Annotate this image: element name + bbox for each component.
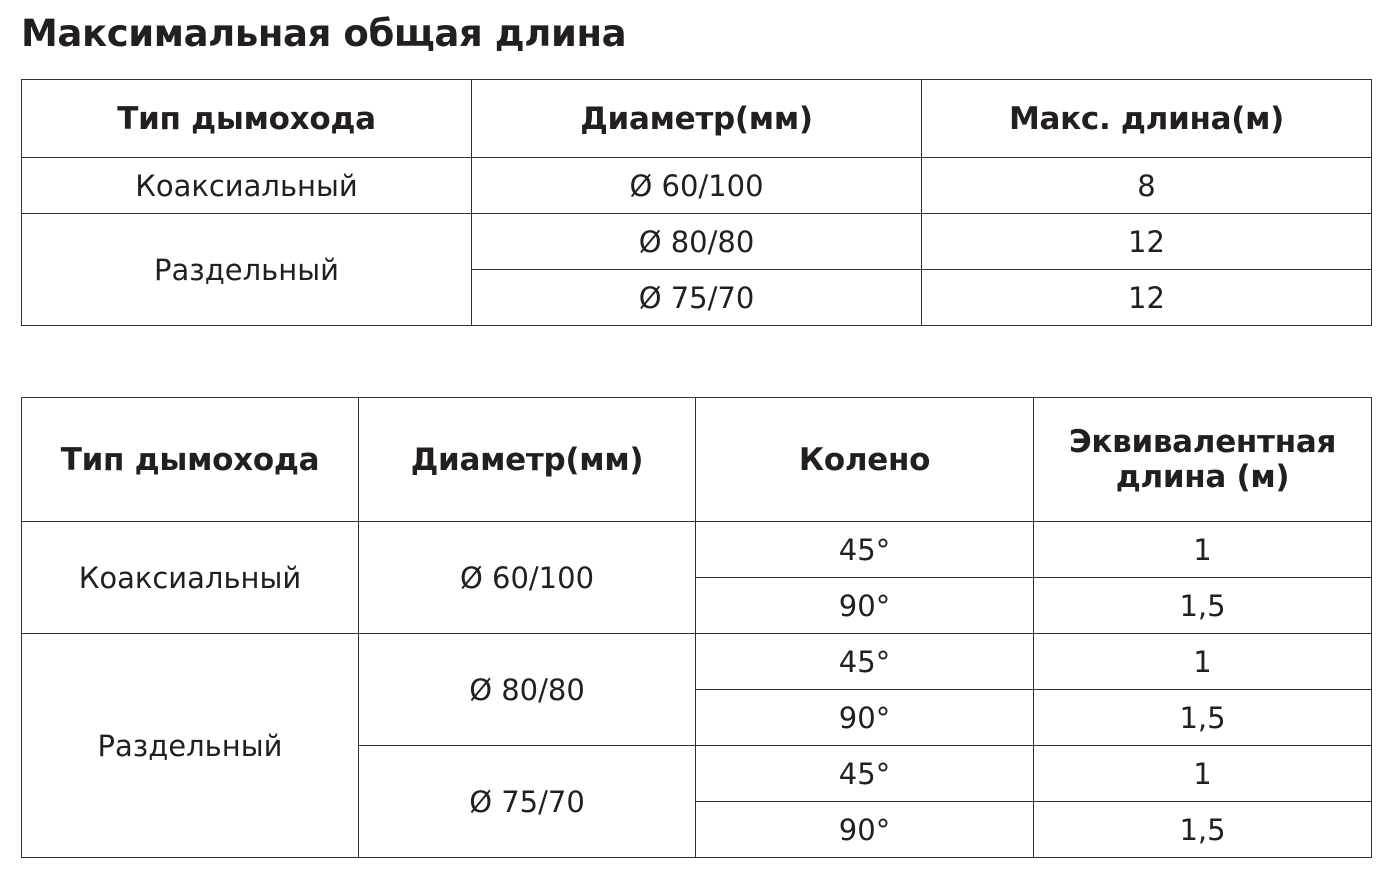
cell-elbow-angle: 90° (696, 802, 1034, 858)
column-header-diameter: Диаметр(мм) (472, 80, 922, 158)
cell-flue-type: Раздельный (22, 214, 472, 326)
cell-elbow-angle: 45° (696, 522, 1034, 578)
cell-max-length: 12 (922, 214, 1372, 270)
cell-max-length: 8 (922, 158, 1372, 214)
column-header-diameter: Диаметр(мм) (359, 398, 696, 522)
page-title: Максимальная общая длина (21, 12, 627, 55)
table-row (22, 634, 1372, 690)
cell-flue-type: Коаксиальный (22, 522, 359, 634)
table-row (22, 214, 1372, 270)
cell-elbow-angle: 90° (696, 578, 1034, 634)
cell-elbow-angle: 90° (696, 690, 1034, 746)
cell-diameter: Ø 60/100 (359, 522, 696, 634)
cell-equivalent-length: 1,5 (1034, 802, 1372, 858)
max-length-table (21, 79, 1372, 326)
cell-equivalent-length: 1,5 (1034, 690, 1372, 746)
column-header-max-length: Макс. длина(м) (922, 80, 1372, 158)
equivalent-length-table (21, 397, 1372, 858)
table-header-row (22, 398, 1372, 522)
cell-diameter: Ø 80/80 (359, 634, 696, 746)
column-header-elbow: Колено (696, 398, 1034, 522)
cell-flue-type: Коаксиальный (22, 158, 472, 214)
column-header-equivalent-length: Эквивалентная длина (м) (1034, 398, 1372, 522)
column-header-flue-type: Тип дымохода (22, 398, 359, 522)
cell-equivalent-length: 1 (1034, 522, 1372, 578)
table-row (22, 158, 1372, 214)
cell-diameter: Ø 60/100 (472, 158, 922, 214)
cell-diameter: Ø 80/80 (472, 214, 922, 270)
cell-equivalent-length: 1 (1034, 634, 1372, 690)
cell-equivalent-length: 1,5 (1034, 578, 1372, 634)
table-row (22, 522, 1372, 578)
cell-elbow-angle: 45° (696, 746, 1034, 802)
cell-diameter: Ø 75/70 (472, 270, 922, 326)
cell-flue-type: Раздельный (22, 634, 359, 858)
cell-elbow-angle: 45° (696, 634, 1034, 690)
cell-equivalent-length: 1 (1034, 746, 1372, 802)
cell-max-length: 12 (922, 270, 1372, 326)
table-header-row (22, 80, 1372, 158)
column-header-flue-type: Тип дымохода (22, 80, 472, 158)
cell-diameter: Ø 75/70 (359, 746, 696, 858)
